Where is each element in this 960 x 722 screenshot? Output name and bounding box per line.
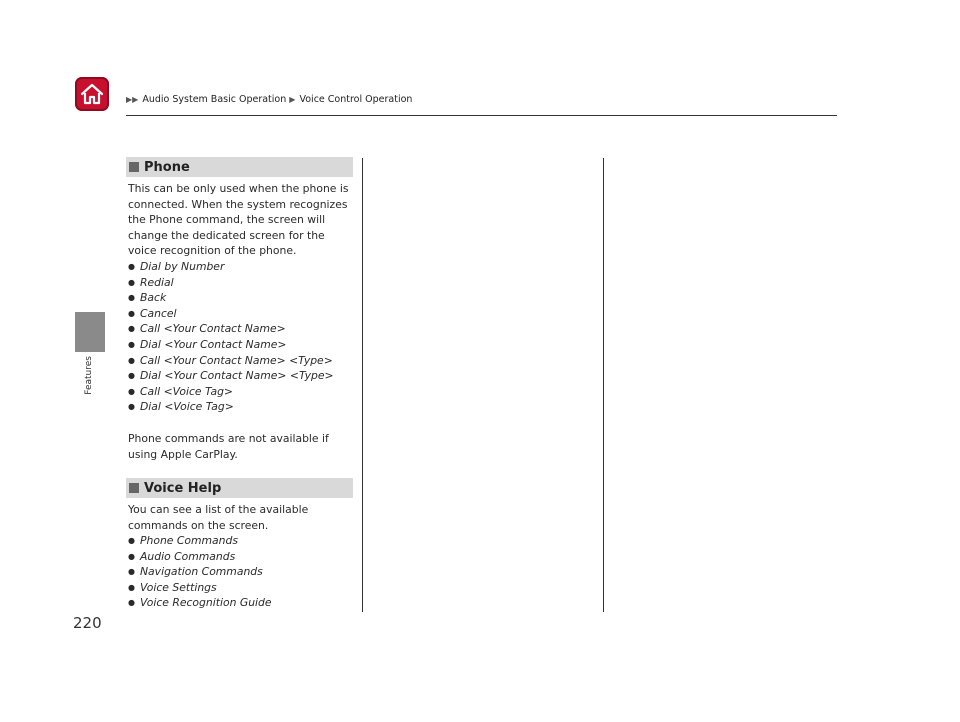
command-text: Redial	[139, 275, 174, 289]
bullet-icon: ●	[128, 293, 135, 303]
command-text: Audio Commands	[139, 549, 236, 563]
command-item	[128, 580, 272, 596]
section-title: Voice Help	[144, 480, 222, 496]
command-item	[128, 384, 334, 400]
breadcrumb-arrow-icon: ▶	[289, 95, 296, 104]
command-item	[128, 321, 334, 337]
command-item	[128, 595, 272, 611]
command-text: Phone Commands	[139, 534, 238, 547]
square-bullet-icon	[129, 162, 139, 172]
phone-note-text: Phone commands are not available if using Apple CarPlay.	[128, 432, 329, 461]
command-item	[128, 290, 334, 306]
breadcrumb-item[interactable]: Voice Control Operation	[299, 94, 413, 105]
bullet-icon: ●	[128, 262, 135, 271]
bullet-icon: ●	[128, 371, 135, 381]
square-bullet-icon	[129, 483, 139, 493]
page-number: 220	[73, 614, 102, 632]
phone-command-list	[128, 259, 334, 415]
bullet-icon: ●	[128, 386, 135, 396]
bullet-icon: ●	[128, 567, 135, 577]
command-text: Call <Your Contact Name>	[139, 322, 286, 336]
header-divider	[126, 115, 837, 116]
bullet-icon: ●	[128, 598, 135, 608]
bullet-icon: ●	[128, 536, 135, 545]
command-item	[128, 275, 334, 291]
bullet-icon: ●	[128, 551, 135, 561]
home-icon	[80, 83, 104, 105]
home-button[interactable]	[75, 77, 109, 111]
command-item	[128, 306, 334, 322]
command-text: Call <Voice Tag>	[139, 384, 233, 398]
command-item	[128, 368, 334, 384]
phone-intro-text: This can be only used when the phone is connected. When the system recognizes the Phone command, the screen will change the dedicated screen for the voice recognition of the phone.	[128, 182, 349, 258]
command-item	[128, 549, 272, 565]
command-text: Voice Settings	[139, 580, 217, 594]
breadcrumb-item[interactable]: Audio System Basic Operation	[142, 94, 287, 105]
command-item	[128, 533, 272, 549]
command-text: Cancel	[139, 306, 177, 320]
command-item	[128, 399, 334, 415]
bullet-icon: ●	[128, 277, 135, 287]
command-text: Navigation Commands	[139, 565, 263, 579]
section-label: Features	[84, 356, 94, 395]
breadcrumb	[126, 94, 412, 105]
breadcrumb-arrow-icon: ▶▶	[126, 95, 139, 104]
voice-help-intro-text: You can see a list of the available commands on the screen.	[128, 503, 309, 532]
command-text: Dial by Number	[139, 260, 225, 273]
bullet-icon: ●	[128, 308, 135, 318]
phone-section-header	[126, 157, 353, 177]
command-text: Dial <Your Contact Name>	[139, 337, 287, 351]
command-item	[128, 564, 272, 580]
bullet-icon: ●	[128, 582, 135, 592]
voice-help-section-header	[126, 478, 353, 498]
command-text: Back	[139, 291, 167, 305]
bullet-icon: ●	[128, 402, 135, 412]
bullet-icon: ●	[128, 355, 135, 365]
command-item	[128, 353, 334, 369]
command-text: Voice Recognition Guide	[139, 596, 272, 610]
section-title: Phone	[144, 159, 190, 175]
voice-help-command-list	[128, 533, 272, 611]
command-text: Call <Your Contact Name> <Type>	[139, 353, 333, 367]
bullet-icon: ●	[128, 324, 135, 334]
command-item	[128, 337, 334, 353]
command-text: Dial <Voice Tag>	[139, 400, 234, 414]
column-divider	[362, 158, 363, 612]
column-divider	[603, 158, 604, 612]
command-item	[128, 259, 334, 275]
bullet-icon: ●	[128, 339, 135, 349]
section-tab[interactable]	[75, 312, 105, 352]
command-text: Dial <Your Contact Name> <Type>	[139, 369, 334, 383]
